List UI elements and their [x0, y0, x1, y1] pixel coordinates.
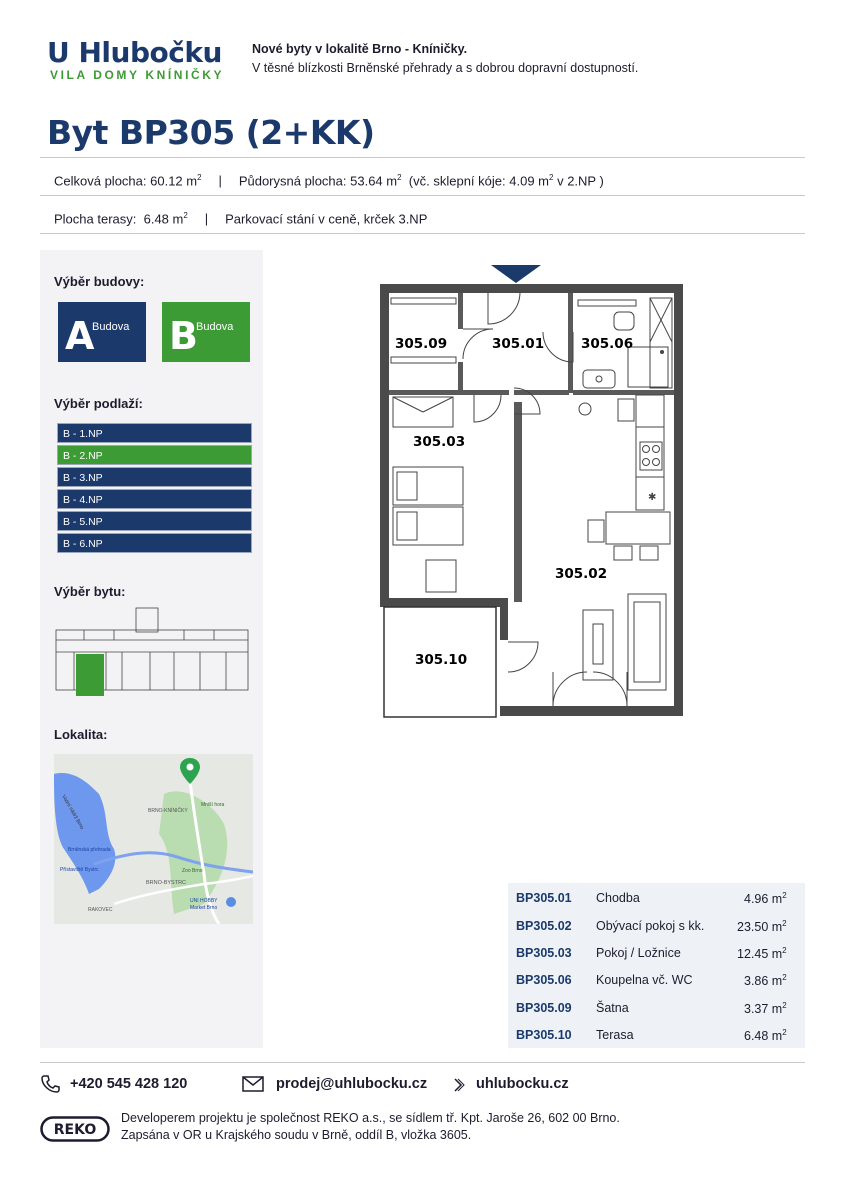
sq-sup: 2 [782, 1001, 787, 1010]
floor-plan [378, 262, 688, 734]
map-label-port: Přístaviště Bystrc [60, 867, 99, 873]
parking-info: Parkovací stání v ceně, krček 3.NP [225, 211, 428, 227]
location-map[interactable] [54, 754, 253, 924]
room-area-value: 23.50 m [737, 920, 783, 935]
room-area-value: 3.37 m [744, 1002, 783, 1017]
separator: | [204, 211, 209, 227]
divider [40, 157, 805, 158]
room-label-305-03: 305.03 [413, 434, 466, 450]
rooms-table [508, 883, 805, 1048]
room-name: Pokoj / Ložnice [596, 946, 681, 960]
room-label-305-09: 305.09 [395, 336, 448, 352]
room-area [744, 891, 787, 906]
map-label-bystrc: BRNO-BYSTRC [146, 880, 187, 886]
building-a-button[interactable] [58, 302, 146, 362]
table-row [516, 946, 572, 960]
room-code: BP305.09 [516, 1001, 572, 1015]
terrace-label: Plocha terasy: [54, 211, 137, 227]
tagline-headline: Nové byty v lokalitě Brno - Kníničky. [252, 42, 468, 56]
room-label-305-01: 305.01 [492, 336, 545, 352]
location-heading: Lokalita: [54, 727, 108, 742]
developer-info-line1: Developerem projektu je společnost REKO a.s., se sídlem tř. Kpt. Jaroše 26, 602 00 Brno. [121, 1111, 620, 1125]
room-code: BP305.03 [516, 946, 572, 960]
room-area [737, 946, 787, 961]
sq-sup: 2 [197, 173, 202, 182]
room-name: Chodba [596, 891, 640, 905]
map-pin-icon [226, 897, 236, 907]
building-b-button[interactable] [162, 302, 250, 362]
map-graphic [54, 754, 253, 924]
area-info-row [54, 173, 604, 188]
table-row [516, 1001, 572, 1015]
room-name: Terasa [596, 1028, 634, 1042]
mail-icon [242, 1076, 264, 1092]
room-area [744, 1028, 787, 1043]
divider [40, 1062, 805, 1063]
fridge-symbol-icon: ✱ [648, 492, 657, 503]
room-code: BP305.01 [516, 891, 572, 905]
room-code: BP305.10 [516, 1028, 572, 1042]
north-marker-icon [491, 265, 541, 283]
map-label-lake: Vodní nádrž Brno [60, 794, 85, 831]
map-label-dam: Brněnská přehrada [68, 847, 111, 853]
room-label-305-02: 305.02 [555, 566, 608, 582]
map-label-kninicky: BRNO-KNÍNIČKY [148, 808, 188, 814]
apartment-heading: Výběr bytu: [54, 584, 126, 599]
floor-item-4np[interactable]: B - 4.NP [57, 489, 252, 509]
phone-link[interactable]: +420 545 428 120 [70, 1076, 188, 1092]
cellar-value: 4.09 m [509, 173, 549, 189]
apartment-selector-plan[interactable] [54, 606, 254, 698]
total-area-value: 60.12 m [150, 173, 198, 189]
map-label-hobby: UNI HOBBY [190, 898, 218, 904]
room-code: BP305.02 [516, 919, 572, 933]
sq-sup: 2 [549, 173, 554, 182]
selected-apartment[interactable] [76, 654, 104, 696]
room-area-value: 12.45 m [737, 947, 783, 962]
floor-area-label: Půdorysná plocha: [238, 173, 347, 189]
room-area [737, 919, 787, 934]
reko-logo [40, 1116, 110, 1142]
web-link[interactable]: uhlubocku.cz [476, 1076, 569, 1092]
phone-icon [40, 1074, 60, 1094]
terrace-value: 6.48 m [143, 211, 184, 227]
map-label-zoo: Zoo Brno [182, 868, 203, 874]
cellar-label: (vč. sklepní kóje: [408, 173, 506, 189]
room-area-value: 6.48 m [744, 1029, 783, 1044]
sq-sup: 2 [782, 973, 787, 982]
terrace-info-row [54, 211, 427, 226]
room-area [744, 1001, 787, 1016]
sq-sup: 2 [397, 173, 402, 182]
floor-item-5np[interactable]: B - 5.NP [57, 511, 252, 531]
table-row [516, 1028, 572, 1042]
reko-logo-text: REKO [53, 1122, 97, 1138]
divider [40, 233, 805, 234]
room-label-305-06: 305.06 [581, 336, 634, 352]
logo-subtitle: VILA DOMY KNÍNIČKY [50, 68, 225, 82]
total-area-label: Celková plocha: [54, 173, 147, 189]
floor-item-6np[interactable]: B - 6.NP [57, 533, 252, 553]
floor-area-value: 53.64 m [350, 173, 398, 189]
floor-item-3np[interactable]: B - 3.NP [57, 467, 252, 487]
room-label-305-10: 305.10 [415, 652, 468, 668]
room-area-value: 3.86 m [744, 974, 783, 989]
sq-sup: 2 [183, 211, 188, 220]
room-name: Šatna [596, 1001, 629, 1015]
sq-sup: 2 [782, 891, 787, 900]
email-link[interactable]: prodej@uhlubocku.cz [276, 1076, 428, 1092]
building-label: Budova [92, 321, 130, 333]
separator: | [218, 173, 222, 189]
room-name: Obývací pokoj s kk. [596, 919, 705, 933]
page-title: Byt BP305 (2+KK) [47, 113, 375, 152]
room-name: Koupelna vč. WC [596, 973, 693, 987]
sq-sup: 2 [782, 946, 787, 955]
building-letter: A [65, 314, 95, 358]
room-area-value: 4.96 m [744, 892, 783, 907]
map-label-market: Market Brno [190, 905, 218, 911]
cellar-suffix: v 2.NP ) [557, 173, 604, 189]
tagline-description: V těsné blízkosti Brněnské přehrady a s dobrou dopravní dostupností. [252, 61, 639, 75]
table-row [516, 891, 572, 905]
map-label-forest: Mniší hora [201, 802, 225, 808]
room-code: BP305.06 [516, 973, 572, 987]
floor-heading: Výběr podlaží: [54, 396, 143, 411]
building-heading: Výběr budovy: [54, 274, 145, 289]
chevron-right-icon [453, 1077, 465, 1093]
floor-item-1np[interactable]: B - 1.NP [57, 423, 252, 443]
sq-sup: 2 [782, 919, 787, 928]
table-row [516, 973, 572, 987]
sq-sup: 2 [782, 1028, 787, 1037]
building-label: Budova [196, 321, 234, 333]
table-row [516, 919, 572, 933]
divider [40, 195, 805, 196]
logo-title: U Hlubočku [47, 36, 222, 69]
floor-item-2np[interactable]: B - 2.NP [57, 445, 252, 465]
room-area [744, 973, 787, 988]
map-label-rakovec: RAKOVEC [88, 907, 113, 913]
building-letter: B [169, 314, 198, 358]
developer-info-line2: Zapsána v OR u Krajského soudu v Brně, oddíl B, vložka 3605. [121, 1128, 472, 1142]
